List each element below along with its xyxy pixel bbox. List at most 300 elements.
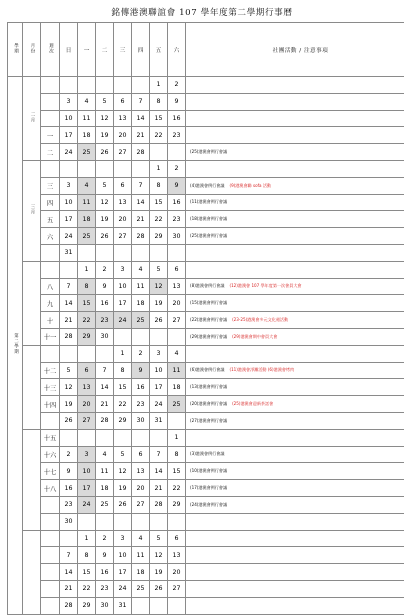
- day-cell: 30: [96, 328, 114, 345]
- day-cell: 17: [114, 295, 132, 312]
- day-cell: 30: [60, 513, 78, 530]
- day-cell: [114, 328, 132, 345]
- day-cell: [60, 77, 78, 94]
- notes-cell: [186, 429, 404, 446]
- week-number: [41, 77, 60, 94]
- day-header-wed: 三: [114, 23, 132, 77]
- day-cell: 14: [60, 295, 78, 312]
- week-row: [8, 530, 404, 547]
- day-cell: [114, 244, 132, 261]
- day-cell: 28: [132, 144, 150, 161]
- day-cell: 13: [132, 463, 150, 480]
- day-cell: [78, 244, 96, 261]
- note-text: (17)港澳會例行會議: [190, 485, 227, 490]
- day-cell: 9: [168, 93, 186, 110]
- week-number: 十二: [41, 362, 60, 379]
- day-cell: [132, 597, 150, 614]
- week-row: [8, 295, 404, 312]
- event-text: (23-25)港澳會多元文化週活動: [232, 317, 288, 322]
- day-cell: 6: [114, 177, 132, 194]
- note-text: (18)港澳會例行會議: [190, 216, 227, 221]
- note-text: (27)港澳會例行會議: [190, 418, 227, 423]
- day-cell: [150, 144, 168, 161]
- month-label: [23, 345, 41, 429]
- week-row: [8, 513, 404, 530]
- week-row: [8, 312, 404, 329]
- day-cell: 12: [96, 110, 114, 127]
- notes-cell: [186, 496, 404, 513]
- day-cell: 4: [132, 261, 150, 278]
- week-row: [8, 93, 404, 110]
- week-row: [8, 580, 404, 597]
- day-cell: 2: [132, 345, 150, 362]
- day-cell: [114, 160, 132, 177]
- day-cell: [150, 429, 168, 446]
- day-cell: 27: [168, 580, 186, 597]
- day-cell: 3: [114, 530, 132, 547]
- day-cell: 30: [96, 597, 114, 614]
- day-cell: [168, 597, 186, 614]
- notes-cell: [186, 278, 404, 295]
- week-row: [8, 547, 404, 564]
- notes-cell: [186, 379, 404, 396]
- day-cell: 8: [78, 547, 96, 564]
- notes-cell: [186, 396, 404, 413]
- week-row: [8, 127, 404, 144]
- day-header-sat: 六: [168, 23, 186, 77]
- day-cell: 13: [78, 379, 96, 396]
- day-cell: 22: [168, 480, 186, 497]
- week-row: [8, 177, 404, 194]
- note-text: (25)港澳會例行會議: [190, 233, 227, 238]
- day-cell: 5: [96, 177, 114, 194]
- day-cell: [132, 328, 150, 345]
- day-cell: 1: [114, 345, 132, 362]
- week-number: [41, 496, 60, 513]
- notes-cell: [186, 211, 404, 228]
- event-text: (9)港澳會聯 sofa 活動: [229, 183, 271, 188]
- day-header-thu: 四: [132, 23, 150, 77]
- week-header: 週次: [41, 23, 60, 77]
- header-row: [8, 23, 404, 77]
- day-cell: 28: [96, 412, 114, 429]
- day-cell: 8: [168, 446, 186, 463]
- note-text: (4)港澳會例行會議: [190, 183, 224, 188]
- day-cell: 16: [96, 564, 114, 581]
- day-cell: 11: [96, 463, 114, 480]
- day-cell: 10: [60, 110, 78, 127]
- day-cell: 13: [114, 110, 132, 127]
- notes-cell: [186, 194, 404, 211]
- day-cell: 11: [78, 194, 96, 211]
- day-cell: [132, 160, 150, 177]
- day-cell: 22: [78, 580, 96, 597]
- day-cell: 27: [78, 412, 96, 429]
- notes-cell: [186, 110, 404, 127]
- day-cell: 10: [150, 362, 168, 379]
- month-label: [23, 261, 41, 345]
- day-cell: 1: [78, 261, 96, 278]
- week-number: 四: [41, 194, 60, 211]
- day-cell: 19: [96, 127, 114, 144]
- week-row: [8, 463, 404, 480]
- notes-cell: [186, 412, 404, 429]
- day-cell: 23: [96, 580, 114, 597]
- week-number: 十八: [41, 480, 60, 497]
- day-cell: 4: [78, 93, 96, 110]
- day-cell: 14: [150, 463, 168, 480]
- day-cell: 6: [168, 530, 186, 547]
- week-row: [8, 396, 404, 413]
- day-cell: [150, 597, 168, 614]
- notes-cell: [186, 144, 404, 161]
- day-cell: 25: [78, 228, 96, 245]
- week-number: 十四: [41, 396, 60, 413]
- day-cell: 5: [114, 446, 132, 463]
- month-header: 月份: [23, 23, 41, 77]
- day-cell: 26: [150, 312, 168, 329]
- week-number: [41, 530, 60, 547]
- day-cell: 2: [168, 77, 186, 94]
- day-cell: 21: [132, 211, 150, 228]
- day-cell: 17: [60, 211, 78, 228]
- day-cell: 15: [150, 110, 168, 127]
- day-cell: [168, 412, 186, 429]
- note-text: (24)港澳會例行會議: [190, 502, 227, 507]
- day-cell: 24: [60, 144, 78, 161]
- notes-cell: [186, 93, 404, 110]
- week-number: 十七: [41, 463, 60, 480]
- day-cell: [60, 429, 78, 446]
- day-cell: [78, 429, 96, 446]
- week-row: [8, 496, 404, 513]
- week-row: [8, 362, 404, 379]
- week-number: [41, 597, 60, 614]
- week-row: [8, 77, 404, 94]
- day-cell: [132, 429, 150, 446]
- week-number: 十三: [41, 379, 60, 396]
- day-cell: 25: [78, 144, 96, 161]
- day-header-fri: 五: [150, 23, 168, 77]
- week-row: [8, 228, 404, 245]
- day-cell: 16: [132, 379, 150, 396]
- day-cell: 16: [60, 480, 78, 497]
- day-cell: [114, 77, 132, 94]
- week-number: 二: [41, 144, 60, 161]
- day-cell: 3: [114, 261, 132, 278]
- day-cell: 3: [60, 177, 78, 194]
- day-cell: 24: [150, 396, 168, 413]
- day-cell: 11: [168, 362, 186, 379]
- day-header-tue: 二: [96, 23, 114, 77]
- day-cell: 3: [78, 446, 96, 463]
- day-cell: [168, 244, 186, 261]
- day-cell: 4: [78, 177, 96, 194]
- day-cell: [96, 429, 114, 446]
- day-cell: 6: [168, 261, 186, 278]
- day-cell: [168, 144, 186, 161]
- day-cell: 14: [132, 194, 150, 211]
- day-cell: 29: [78, 328, 96, 345]
- week-number: [41, 513, 60, 530]
- week-number: [41, 564, 60, 581]
- week-number: [41, 93, 60, 110]
- week-number: [41, 261, 60, 278]
- day-cell: 31: [114, 597, 132, 614]
- day-cell: 18: [132, 295, 150, 312]
- week-number: [41, 110, 60, 127]
- day-cell: 5: [60, 362, 78, 379]
- day-cell: 22: [150, 211, 168, 228]
- day-cell: 19: [60, 396, 78, 413]
- week-row: [8, 144, 404, 161]
- day-cell: 25: [168, 396, 186, 413]
- day-cell: [96, 513, 114, 530]
- day-cell: 25: [96, 496, 114, 513]
- day-cell: 22: [78, 312, 96, 329]
- day-cell: 22: [150, 127, 168, 144]
- day-cell: 1: [168, 429, 186, 446]
- day-cell: 20: [114, 127, 132, 144]
- notes-cell: [186, 261, 404, 278]
- notes-cell: [186, 597, 404, 614]
- day-header-mon: 一: [78, 23, 96, 77]
- day-cell: [132, 513, 150, 530]
- day-cell: 21: [150, 480, 168, 497]
- day-cell: 18: [96, 480, 114, 497]
- week-row: [8, 211, 404, 228]
- day-cell: [78, 77, 96, 94]
- day-cell: 10: [60, 194, 78, 211]
- day-cell: 12: [150, 547, 168, 564]
- notes-cell: [186, 244, 404, 261]
- notes-cell: [186, 127, 404, 144]
- day-cell: 23: [168, 127, 186, 144]
- day-cell: 15: [150, 194, 168, 211]
- day-cell: 29: [78, 597, 96, 614]
- day-cell: 7: [60, 547, 78, 564]
- day-cell: 25: [132, 580, 150, 597]
- day-cell: [96, 160, 114, 177]
- notes-cell: [186, 564, 404, 581]
- day-cell: 18: [78, 211, 96, 228]
- day-cell: 26: [96, 228, 114, 245]
- note-text: (6)港澳會例行會議: [190, 367, 224, 372]
- day-cell: 26: [150, 580, 168, 597]
- day-cell: 11: [132, 547, 150, 564]
- day-cell: 2: [60, 446, 78, 463]
- event-text: (11)港澳會淨灘活動 (6)港澳會烤肉: [229, 367, 294, 372]
- notes-cell: [186, 345, 404, 362]
- day-cell: 13: [168, 278, 186, 295]
- day-cell: [132, 244, 150, 261]
- day-cell: 12: [96, 194, 114, 211]
- week-number: 八: [41, 278, 60, 295]
- day-cell: 17: [114, 564, 132, 581]
- note-text: (11)港澳會例行會議: [190, 199, 227, 204]
- week-row: [8, 564, 404, 581]
- day-cell: 3: [150, 345, 168, 362]
- notes-cell: [186, 463, 404, 480]
- note-text: (25)港澳會例行會議: [190, 149, 227, 154]
- day-cell: 15: [168, 463, 186, 480]
- notes-cell: [186, 480, 404, 497]
- day-cell: 29: [168, 496, 186, 513]
- day-cell: 20: [132, 480, 150, 497]
- day-cell: 23: [132, 396, 150, 413]
- week-number: 五: [41, 211, 60, 228]
- note-text: (22)港澳會例行會議: [190, 317, 227, 322]
- day-cell: 3: [60, 93, 78, 110]
- day-cell: 12: [150, 278, 168, 295]
- day-cell: 1: [150, 77, 168, 94]
- day-cell: 21: [132, 127, 150, 144]
- day-cell: 20: [168, 564, 186, 581]
- day-cell: 6: [78, 362, 96, 379]
- day-cell: 4: [96, 446, 114, 463]
- notes-cell: [186, 228, 404, 245]
- day-cell: 15: [78, 564, 96, 581]
- day-cell: 10: [114, 278, 132, 295]
- day-cell: 14: [132, 110, 150, 127]
- day-cell: 24: [78, 496, 96, 513]
- day-cell: 21: [96, 396, 114, 413]
- day-cell: [168, 328, 186, 345]
- week-number: [41, 345, 60, 362]
- notes-cell: [186, 513, 404, 530]
- notes-cell: [186, 312, 404, 329]
- day-cell: 29: [150, 228, 168, 245]
- week-row: [8, 345, 404, 362]
- day-cell: 1: [78, 530, 96, 547]
- day-cell: 28: [60, 597, 78, 614]
- notes-cell: [186, 77, 404, 94]
- event-text: (25)港澳會迎新茶話會: [232, 401, 273, 406]
- week-number: 三: [41, 177, 60, 194]
- day-cell: 30: [132, 412, 150, 429]
- notes-cell: [186, 446, 404, 463]
- week-row: [8, 429, 404, 446]
- week-row: [8, 278, 404, 295]
- week-row: [8, 480, 404, 497]
- day-header-sun: 日: [60, 23, 78, 77]
- day-cell: 15: [78, 295, 96, 312]
- event-text: (29)港澳會期中會員大會: [232, 334, 277, 339]
- day-cell: 25: [132, 312, 150, 329]
- day-cell: 7: [132, 93, 150, 110]
- week-row: [8, 597, 404, 614]
- day-cell: 5: [150, 530, 168, 547]
- day-cell: 2: [96, 530, 114, 547]
- note-text: (8)港澳會例行會議: [190, 283, 224, 288]
- day-cell: 11: [132, 278, 150, 295]
- day-cell: 26: [60, 412, 78, 429]
- day-cell: 24: [114, 580, 132, 597]
- day-cell: 8: [78, 278, 96, 295]
- day-cell: [96, 77, 114, 94]
- day-cell: [150, 328, 168, 345]
- day-cell: [96, 345, 114, 362]
- week-number: 六: [41, 228, 60, 245]
- semester-header: 學期: [8, 23, 23, 77]
- week-row: [8, 379, 404, 396]
- notes-cell: [186, 547, 404, 564]
- day-cell: 4: [168, 345, 186, 362]
- week-number: [41, 160, 60, 177]
- day-cell: 18: [168, 379, 186, 396]
- week-row: [8, 412, 404, 429]
- week-number: 十六: [41, 446, 60, 463]
- day-cell: [150, 513, 168, 530]
- day-cell: 24: [114, 312, 132, 329]
- day-cell: 12: [114, 463, 132, 480]
- day-cell: [114, 429, 132, 446]
- day-cell: 9: [60, 463, 78, 480]
- day-cell: 20: [114, 211, 132, 228]
- day-cell: [78, 160, 96, 177]
- day-cell: 10: [114, 547, 132, 564]
- day-cell: [78, 513, 96, 530]
- notes-cell: [186, 160, 404, 177]
- week-row: [8, 110, 404, 127]
- day-cell: 9: [96, 278, 114, 295]
- day-cell: 16: [96, 295, 114, 312]
- day-cell: 28: [150, 496, 168, 513]
- day-cell: 21: [60, 312, 78, 329]
- day-cell: 18: [132, 564, 150, 581]
- day-cell: 10: [78, 463, 96, 480]
- day-cell: 13: [114, 194, 132, 211]
- notes-cell: [186, 328, 404, 345]
- day-cell: 12: [60, 379, 78, 396]
- day-cell: 21: [60, 580, 78, 597]
- day-cell: 19: [150, 295, 168, 312]
- day-cell: 19: [96, 211, 114, 228]
- day-cell: 23: [168, 211, 186, 228]
- week-row: [8, 446, 404, 463]
- day-cell: 20: [168, 295, 186, 312]
- day-cell: [150, 244, 168, 261]
- day-cell: 9: [132, 362, 150, 379]
- day-cell: 28: [132, 228, 150, 245]
- day-cell: 17: [150, 379, 168, 396]
- notes-cell: [186, 530, 404, 547]
- day-cell: [60, 160, 78, 177]
- day-cell: 6: [114, 93, 132, 110]
- week-row: [8, 160, 404, 177]
- day-cell: 16: [168, 194, 186, 211]
- month-label: 二月: [23, 77, 41, 161]
- event-text: (12)港澳會 107 學年度第一次會員大會: [229, 283, 301, 288]
- month-label: 三月: [23, 160, 41, 261]
- week-number: [41, 244, 60, 261]
- day-cell: 4: [132, 530, 150, 547]
- day-cell: 5: [96, 93, 114, 110]
- day-cell: 9: [168, 177, 186, 194]
- day-cell: 6: [132, 446, 150, 463]
- day-cell: [114, 513, 132, 530]
- day-cell: 15: [114, 379, 132, 396]
- week-row: [8, 261, 404, 278]
- day-cell: 28: [60, 328, 78, 345]
- day-cell: [96, 244, 114, 261]
- note-text: (20)港澳會例行會議: [190, 401, 227, 406]
- day-cell: 8: [150, 93, 168, 110]
- day-cell: 27: [114, 228, 132, 245]
- day-cell: 29: [114, 412, 132, 429]
- day-cell: [78, 345, 96, 362]
- note-text: (29)港澳會例行會議: [190, 334, 227, 339]
